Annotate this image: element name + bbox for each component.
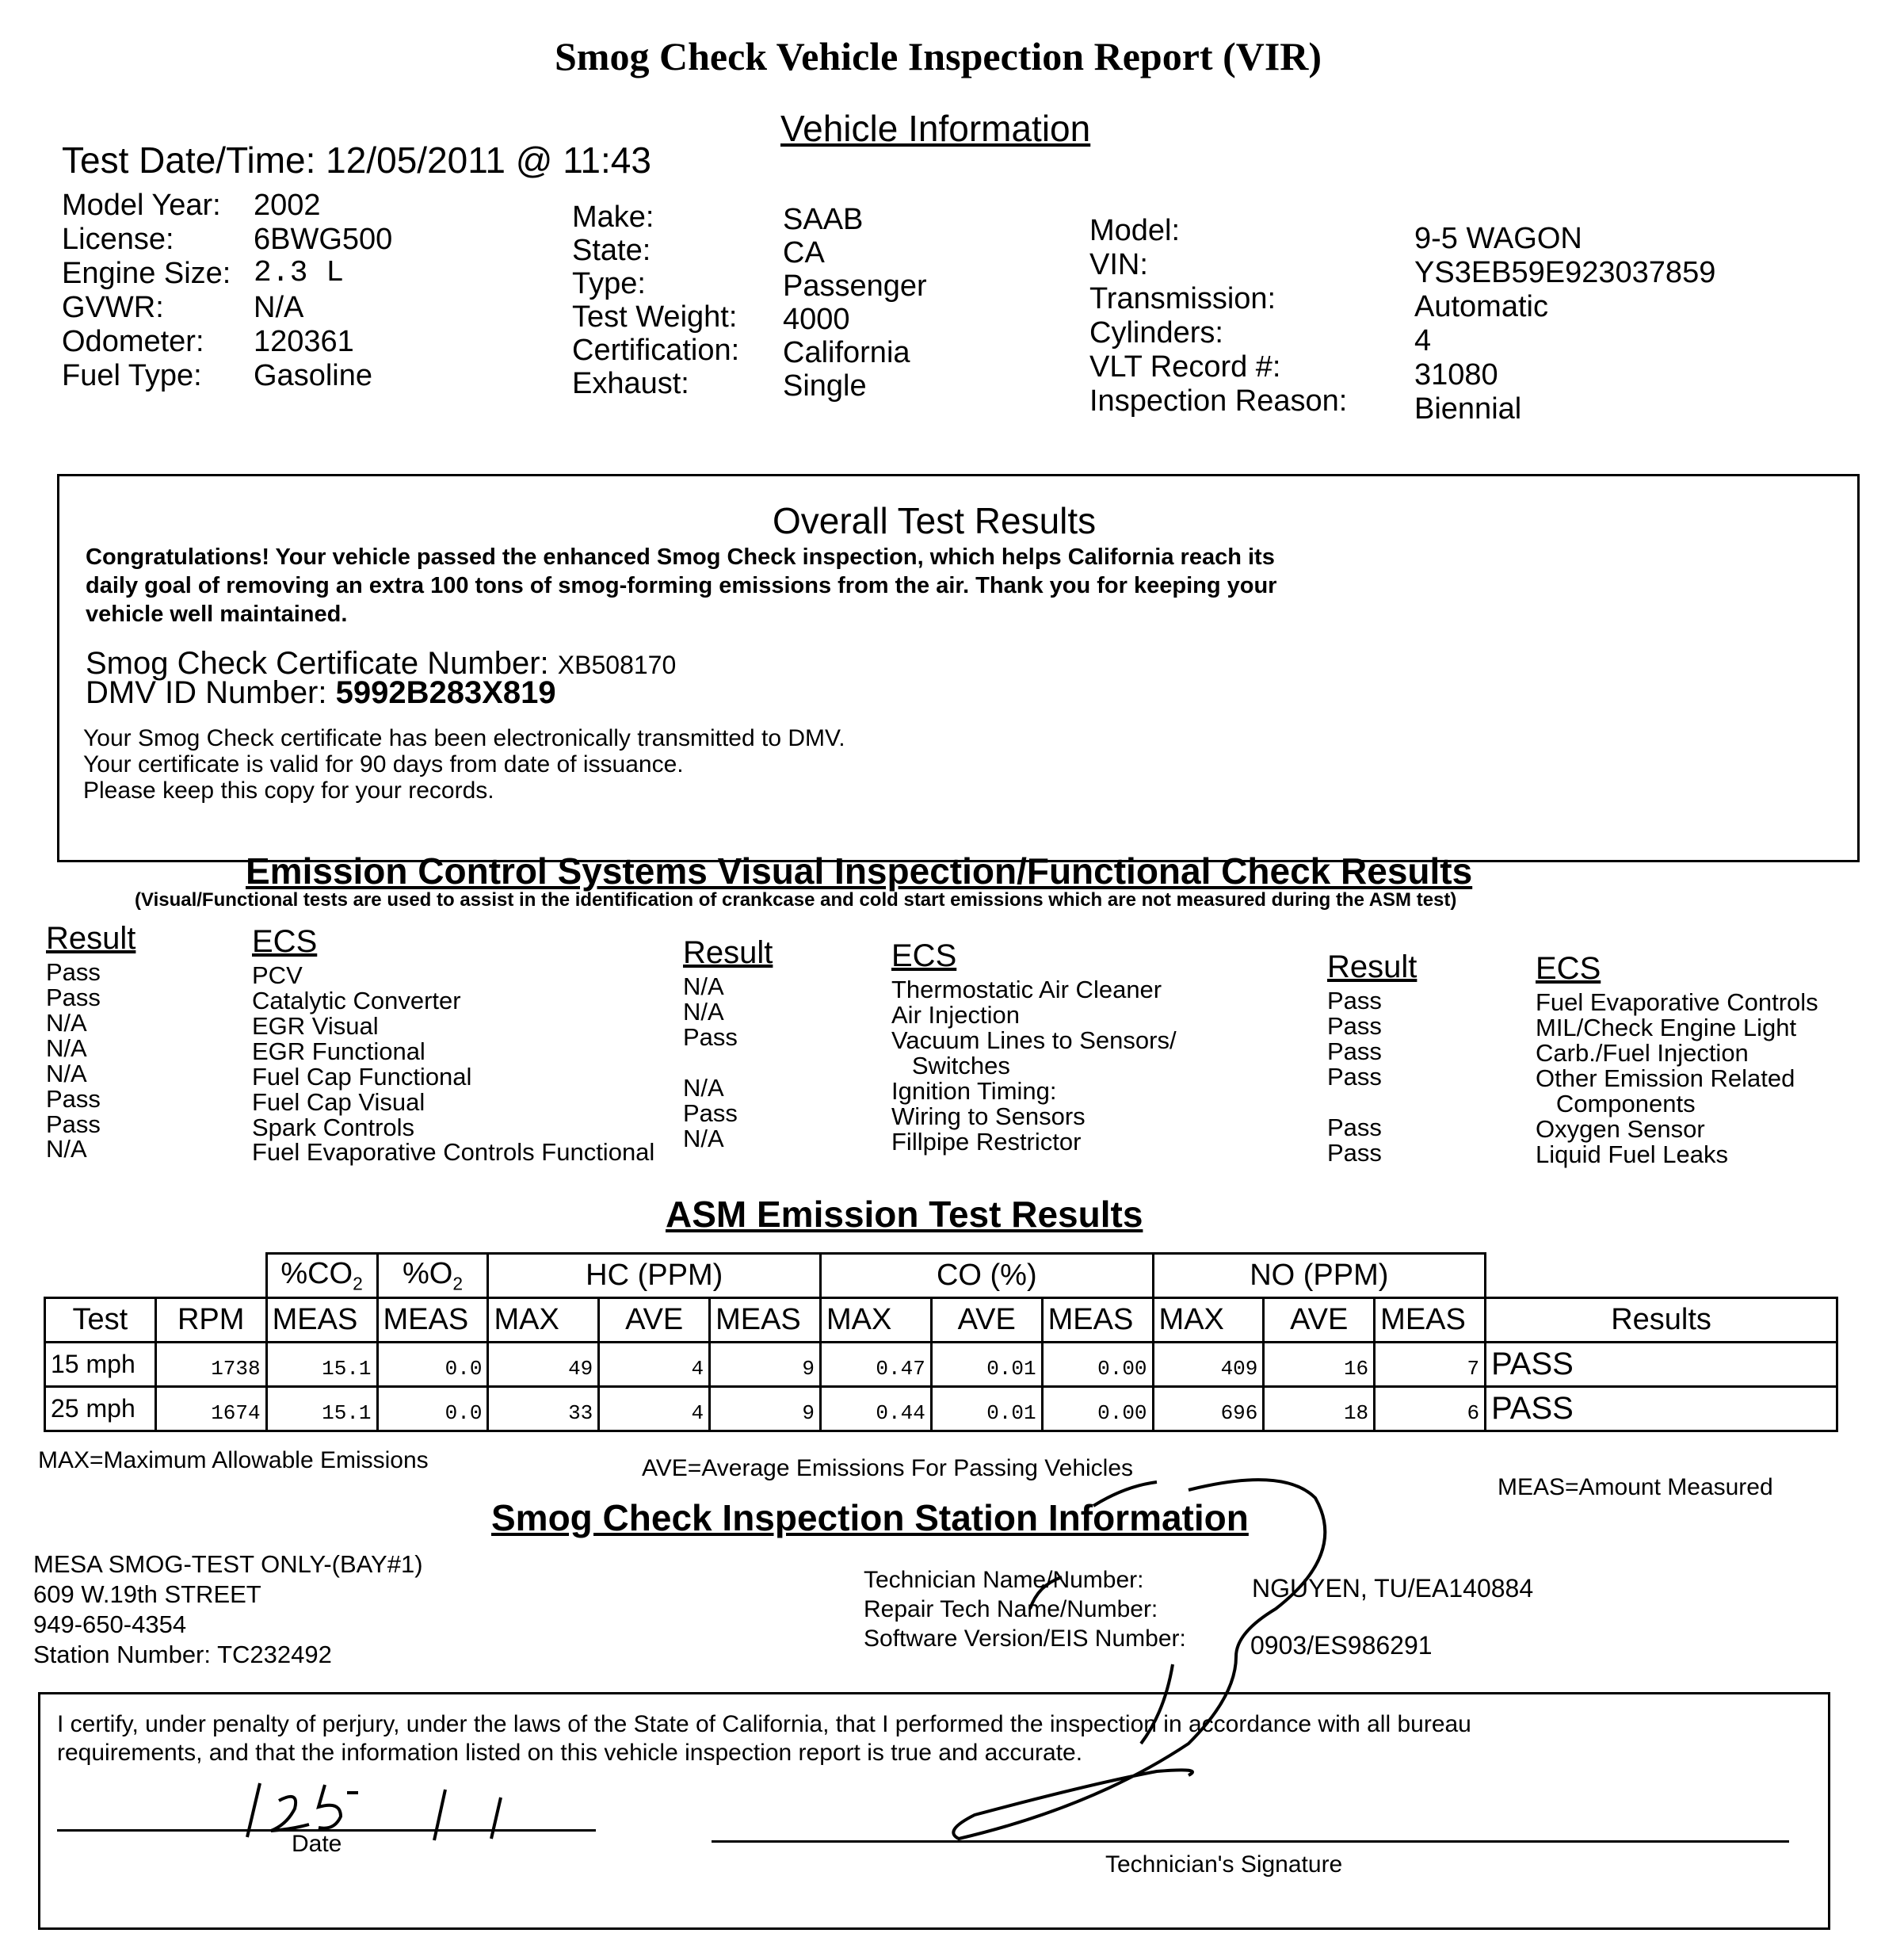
hc-ave-header: AVE [599, 1298, 710, 1343]
signature-mark [953, 1480, 1325, 1839]
ecs-result: N/A [46, 1135, 87, 1163]
ecs-result: Pass [46, 1084, 101, 1113]
ecs-item: Catalytic Converter [252, 986, 461, 1014]
engine-size-label: Engine Size: [62, 257, 231, 290]
no-max-header: MAX [1153, 1298, 1264, 1343]
ecs-item: Fillpipe Restrictor [891, 1127, 1082, 1156]
o2-cell: 0.0 [377, 1387, 488, 1431]
ecs-item: PCV [252, 961, 303, 989]
hc-max-cell: 33 [488, 1387, 599, 1431]
odometer-value: 120361 [254, 325, 354, 358]
result-header: Result [683, 935, 773, 970]
test-cell: 25 mph [45, 1387, 156, 1431]
ecs-result: N/A [46, 1059, 87, 1087]
station-phone: 949-650-4354 [33, 1610, 187, 1638]
repair-tech-label: Repair Tech Name/Number: [864, 1596, 1158, 1622]
software-label: Software Version/EIS Number: [864, 1626, 1186, 1652]
rpm-cell: 1738 [155, 1343, 266, 1387]
ecs-item: Components [1536, 1089, 1696, 1117]
ecs-subheading: (Visual/Functional tests are used to assist in the identification of crankcase and cold start emissions which are not measured during the ASM test) [135, 889, 1457, 911]
ecs-header: ECS [252, 924, 318, 959]
transmission-value: Automatic [1414, 290, 1548, 323]
no-ave-cell: 18 [1264, 1387, 1375, 1431]
legend-meas: MEAS=Amount Measured [1498, 1474, 1773, 1500]
ecs-result: Pass [1327, 1011, 1382, 1040]
ecs-result: N/A [46, 1033, 87, 1062]
test-datetime-label: Test Date/Time: [62, 139, 316, 181]
ecs-item: Oxygen Sensor [1536, 1114, 1705, 1143]
ecs-result: Pass [1327, 1113, 1382, 1141]
ecs-item: Fuel Evaporative Controls Functional [252, 1138, 655, 1167]
no-header: NO (PPM) [1153, 1254, 1486, 1298]
handwritten-date [247, 1783, 501, 1840]
tech-value: NGUYEN, TU/EA140884 [1252, 1574, 1534, 1603]
state-label: State: [572, 234, 651, 267]
test-header: Test [45, 1298, 156, 1343]
legend-ave: AVE=Average Emissions For Passing Vehicles [642, 1455, 1134, 1481]
ecs-item: Wiring to Sensors [891, 1102, 1086, 1130]
license-label: License: [62, 223, 174, 256]
rpm-cell: 1674 [155, 1387, 266, 1431]
co-max-header: MAX [821, 1298, 932, 1343]
result-header: Result [1327, 949, 1418, 984]
cylinders-value: 4 [1414, 324, 1432, 357]
no-meas-header: MEAS [1375, 1298, 1486, 1343]
congrats-line-3: vehicle well maintained. [86, 602, 348, 627]
co-ave-header: AVE [931, 1298, 1042, 1343]
no-max-cell: 409 [1153, 1343, 1264, 1387]
vin-label: VIN: [1089, 248, 1148, 281]
hc-ave-cell: 4 [599, 1387, 710, 1431]
test-weight-label: Test Weight: [572, 300, 738, 334]
note-2: Your certificate is valid for 90 days from date of issuance. [83, 751, 684, 777]
hc-ave-cell: 4 [599, 1343, 710, 1387]
ecs-item: Spark Controls [252, 1113, 415, 1141]
model-year-value: 2002 [254, 189, 321, 222]
co2-cell: 15.1 [266, 1343, 377, 1387]
exhaust-value: Single [783, 369, 867, 403]
model-value: 9-5 WAGON [1414, 222, 1582, 255]
inspection-reason-label: Inspection Reason: [1089, 384, 1348, 418]
co-ave-cell: 0.01 [931, 1387, 1042, 1431]
ecs-item: Thermostatic Air Cleaner [891, 976, 1162, 1003]
note-3: Please keep this copy for your records. [83, 777, 494, 804]
congrats-line-1: Congratulations! Your vehicle passed the enhanced Smog Check inspection, which helps California reach its [86, 544, 1275, 570]
fuel-type-label: Fuel Type: [62, 359, 202, 392]
ecs-item: Ignition Timing: [891, 1076, 1057, 1105]
state-value: CA [783, 236, 825, 269]
no-meas-cell: 6 [1375, 1387, 1486, 1431]
certify-line-2: requirements, and that the information listed on this vehicle inspection report is true and accurate. [57, 1740, 1083, 1766]
co-ave-cell: 0.01 [931, 1343, 1042, 1387]
congrats-line-2: daily goal of removing an extra 100 tons of smog-forming emissions from the air. Thank you for keeping your [86, 573, 1277, 598]
dmv-value: 5992B283X819 [335, 675, 556, 710]
type-value: Passenger [783, 269, 927, 303]
cylinders-label: Cylinders: [1089, 316, 1223, 350]
co2-header: $\%CO_2$ [266, 1254, 377, 1298]
inspection-reason-value: Biennial [1414, 392, 1522, 426]
ecs-result: N/A [683, 997, 724, 1026]
station-name: MESA SMOG-TEST ONLY-(BAY#1) [33, 1550, 423, 1578]
test-weight-value: 4000 [783, 303, 850, 336]
model-year-label: Model Year: [62, 189, 221, 222]
certification-value: California [783, 336, 910, 369]
cert-value: XB508170 [557, 651, 677, 679]
make-label: Make: [572, 201, 654, 234]
signature-label: Technician's Signature [1105, 1851, 1343, 1878]
gvwr-value: N/A [254, 291, 304, 324]
type-label: Type: [572, 267, 646, 300]
ecs-header: ECS [891, 938, 957, 973]
ecs-item: EGR Visual [252, 1011, 379, 1040]
ecs-result: Pass [1327, 1138, 1382, 1167]
tech-label: Technician Name/Number: [864, 1567, 1144, 1593]
asm-heading: ASM Emission Test Results [666, 1194, 1143, 1235]
hc-max-header: MAX [488, 1298, 599, 1343]
co-meas-cell: 0.00 [1042, 1387, 1153, 1431]
test-datetime-value: 12/05/2011 @ 11:43 [326, 139, 651, 181]
ecs-result: Pass [1327, 1037, 1382, 1065]
o2-cell: 0.0 [377, 1343, 488, 1387]
ecs-result: Pass [1327, 987, 1382, 1014]
ecs-result: Pass [683, 1098, 738, 1127]
certify-line-1: I certify, under penalty of perjury, under the laws of the State of California, that I performed the inspection in accordance with all bureau [57, 1711, 1471, 1737]
ecs-result: N/A [683, 972, 724, 1000]
ecs-result: Pass [46, 1110, 101, 1138]
ecs-item: Fuel Cap Functional [252, 1062, 472, 1091]
software-value: 0903/ES986291 [1250, 1631, 1433, 1660]
co-header: CO (%) [821, 1254, 1154, 1298]
vlt-record-value: 31080 [1414, 358, 1498, 392]
certification-label: Certification: [572, 334, 740, 367]
station-heading: Smog Check Inspection Station Information [491, 1497, 1249, 1538]
test-cell: 15 mph [45, 1343, 156, 1387]
odometer-label: Odometer: [62, 325, 204, 358]
no-meas-cell: 7 [1375, 1343, 1486, 1387]
co-max-cell: 0.44 [821, 1387, 932, 1431]
license-value: 6BWG500 [254, 223, 393, 256]
cert-label: Smog Check Certificate Number: [86, 646, 549, 681]
ecs-item: Other Emission Related [1536, 1064, 1795, 1092]
report-title: Smog Check Vehicle Inspection Report (VIR) [555, 34, 1322, 78]
model-label: Model: [1089, 214, 1181, 247]
result-header: Result [46, 921, 136, 956]
ecs-result: N/A [683, 1124, 724, 1152]
ecs-item: Carb./Fuel Injection [1536, 1038, 1749, 1067]
ecs-heading: Emission Control Systems Visual Inspection/Functional Check Results [246, 850, 1473, 892]
station-number-label: Station Number: [33, 1641, 211, 1668]
hc-max-cell: 49 [488, 1343, 599, 1387]
engine-size-value: 2.3 L [254, 256, 345, 290]
co-max-cell: 0.47 [821, 1343, 932, 1387]
co2-meas-header: MEAS [266, 1298, 377, 1343]
dmv-label: DMV ID Number: [86, 675, 327, 710]
ecs-result: N/A [46, 1008, 87, 1037]
ecs-item: Air Injection [891, 1000, 1020, 1029]
ecs-result: Pass [46, 958, 101, 986]
hc-header: HC (PPM) [488, 1254, 821, 1298]
ecs-result: Pass [683, 1022, 738, 1051]
co-meas-cell: 0.00 [1042, 1343, 1153, 1387]
ecs-result: Pass [1327, 1062, 1382, 1091]
ecs-result: N/A [683, 1073, 724, 1102]
ecs-item: Liquid Fuel Leaks [1536, 1140, 1728, 1168]
vlt-record-label: VLT Record #: [1089, 350, 1281, 384]
result-cell: PASS [1486, 1387, 1837, 1431]
exhaust-label: Exhaust: [572, 367, 689, 400]
ecs-item: Switches [891, 1051, 1010, 1079]
ecs-item: Fuel Cap Visual [252, 1087, 425, 1116]
result-cell: PASS [1486, 1343, 1837, 1387]
gvwr-label: GVWR: [62, 291, 164, 324]
no-max-cell: 696 [1153, 1387, 1264, 1431]
legend-max: MAX=Maximum Allowable Emissions [38, 1447, 429, 1473]
rpm-header: RPM [155, 1298, 266, 1343]
hc-meas-header: MEAS [710, 1298, 821, 1343]
station-number-value: TC232492 [217, 1641, 332, 1668]
hc-meas-cell: 9 [710, 1343, 821, 1387]
date-label: Date [292, 1831, 342, 1857]
ecs-item: MIL/Check Engine Light [1536, 1013, 1797, 1041]
no-ave-cell: 16 [1264, 1343, 1375, 1387]
no-ave-header: AVE [1264, 1298, 1375, 1343]
ecs-header: ECS [1536, 951, 1601, 986]
ecs-item: Fuel Evaporative Controls [1536, 988, 1818, 1016]
results-header: Results [1486, 1298, 1837, 1343]
overall-results-heading: Overall Test Results [773, 500, 1097, 541]
co2-cell: 15.1 [266, 1387, 377, 1431]
o2-header: $\%O_2$ [377, 1254, 488, 1298]
note-1: Your Smog Check certificate has been electronically transmitted to DMV. [83, 725, 845, 751]
make-value: SAAB [783, 203, 864, 236]
station-address: 609 W.19th STREET [33, 1580, 261, 1608]
vin-value: YS3EB59E923037859 [1414, 256, 1716, 289]
transmission-label: Transmission: [1089, 282, 1276, 315]
co-meas-header: MEAS [1042, 1298, 1153, 1343]
hc-meas-cell: 9 [710, 1387, 821, 1431]
ecs-result: Pass [46, 983, 101, 1011]
fuel-type-value: Gasoline [254, 359, 372, 392]
ecs-item: EGR Functional [252, 1037, 425, 1065]
o2-meas-header: MEAS [377, 1298, 488, 1343]
vehicle-info-heading: Vehicle Information [780, 108, 1091, 149]
ecs-item: Vacuum Lines to Sensors/ [891, 1026, 1177, 1054]
